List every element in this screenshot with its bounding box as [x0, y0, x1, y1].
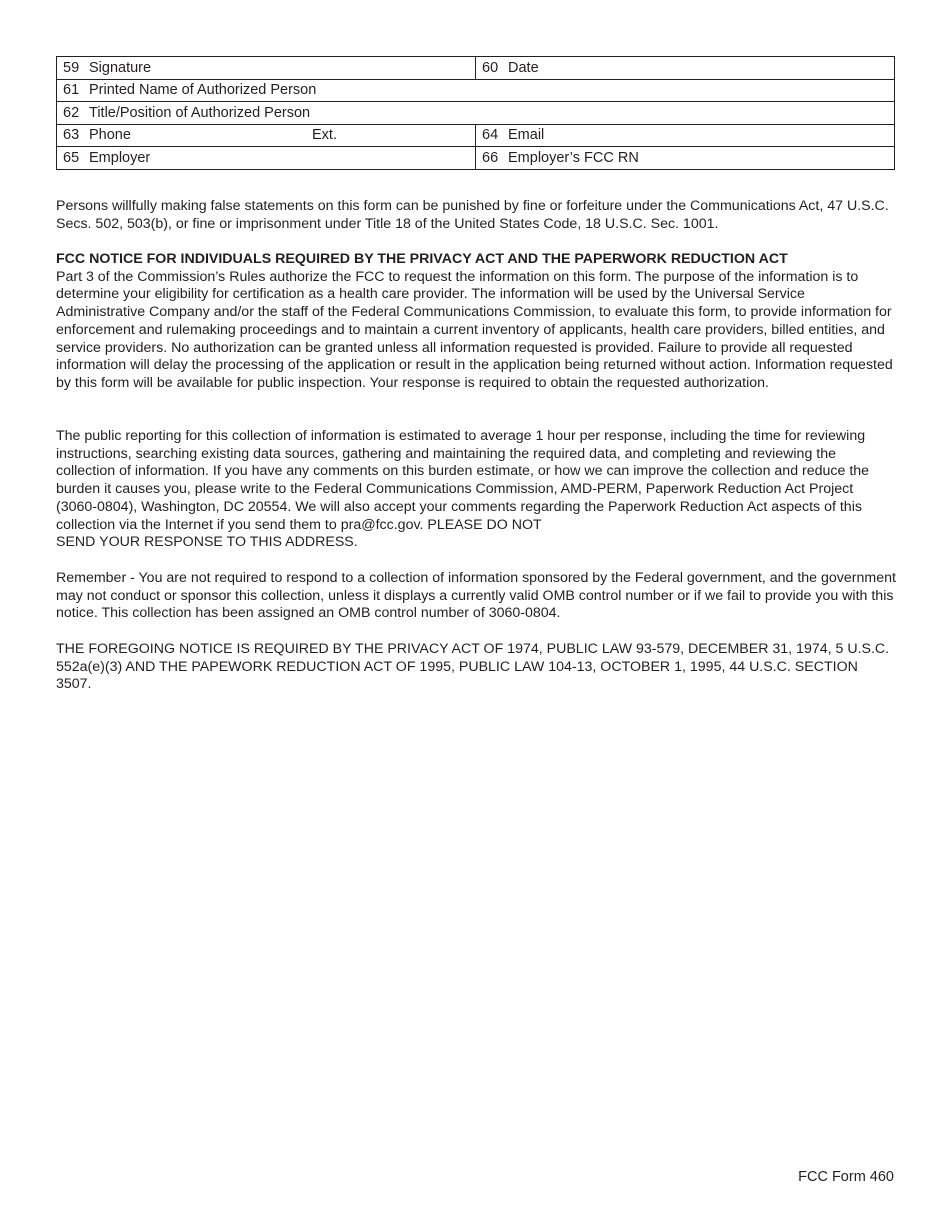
field-number: 66 [482, 149, 499, 166]
burden-estimate-notice [56, 428, 896, 552]
field-number: 64 [482, 127, 499, 144]
field-number: 65 [63, 149, 80, 166]
field-label: Printed Name of Authorized Person [89, 82, 317, 99]
field-label: Signature [89, 59, 152, 76]
form-row [57, 124, 895, 147]
field-number: 62 [63, 104, 80, 121]
field-number: 59 [63, 59, 80, 76]
false-statements-notice [56, 198, 896, 233]
employer-fcc-rn-field[interactable] [476, 147, 895, 170]
privacy-notice-heading: FCC NOTICE FOR INDIVIDUALS REQUIRED BY THE PRIVACY ACT AND THE PAPERWORK REDUCTION ACT [56, 251, 788, 267]
omb-remember-notice [56, 570, 896, 623]
privacy-act-notice [56, 251, 896, 393]
burden-notice-text: The public reporting for this collection of information is estimated to average 1 hour per response, including the time for reviewing instructions, searching existing data sources, gathering and maintaining the required data, and completing and reviewing the collection of information. If you have any comments on this burden estimate, or how we can improve the collection and reduce the burden it causes you, please write to the Federal Communications Commission, AMD-PERM, Paperwork Reduction Act Project (3060-0804), Washington, DC 20554. We will also accept your comments regarding the Paperwork Reduction Act aspects of this collection via the Internet if you send them to pra@fcc.gov. PLEASE DO NOT [56, 428, 870, 533]
field-label: Employer’s FCC RN [508, 149, 639, 166]
field-label: Date [508, 59, 539, 76]
email-field[interactable] [476, 124, 895, 147]
field-label: Phone [89, 127, 131, 144]
field-number: 63 [63, 127, 80, 144]
false-statements-text: Persons willfully making false statements on this form can be punished by fine or forfeiture under the Communications Act, 47 U.S.C. Secs. 502, 503(b), or fine or imprisonment under Title 18 of the United States Code, 18 U.S.C. Sec. 1001. [56, 198, 889, 232]
foregoing-legal-notice [56, 641, 896, 694]
title-position-field[interactable] [57, 102, 895, 125]
burden-notice-closing: SEND YOUR RESPONSE TO THIS ADDRESS. [56, 534, 358, 551]
form-row [57, 79, 895, 102]
signature-field[interactable] [57, 57, 476, 80]
privacy-notice-body: Part 3 of the Commission’s Rules authorize the FCC to request the information on this form. The purpose of the information is to determine your eligibility for certification as a health care provider. The information will be used by the Universal Service Administrative Company and/or the staff of the Federal Communications Commission, to evaluate this form, to provide information for enforcement and rulemaking proceedings and to maintain a current inventory of applicants, health care providers, billed entities, and service providers. No authorization can be granted unless all information requested is provided. Failure to provide all requested information will delay the processing of the application or result in the application being returned without action. Information requested by this form will be available for public inspection. Your response is required to obtain the requested authorization. [56, 268, 893, 391]
remember-notice-text: Remember - You are not required to respond to a collection of information sponsored by the Federal government, and the government may not conduct or sponsor this collection, unless it displays a currently valid OMB control number or if we fail to provide you with this notice. This collection has been assigned an OMB control number of 3060-0804. [56, 570, 896, 622]
field-label: Employer [89, 149, 151, 166]
phone-ext-label: Ext. [312, 127, 337, 144]
form-row [57, 102, 895, 125]
field-label: Title/Position of Authorized Person [89, 104, 311, 121]
form-footer: FCC Form 460 [798, 1169, 894, 1185]
date-field[interactable] [476, 57, 895, 80]
printed-name-field[interactable] [57, 79, 895, 102]
foregoing-notice-text: THE FOREGOING NOTICE IS REQUIRED BY THE PRIVACY ACT OF 1974, PUBLIC LAW 93-579, DECEMBER 31, 1974, 5 U.S.C. 552a(e)(3) AND THE PAPEWORK REDUCTION ACT OF 1995, PUBLIC LAW 104-13, OCTOBER 1, 1995, 44 U.S.C. SECTION 3507. [56, 641, 890, 693]
form-row [57, 147, 895, 170]
field-number: 61 [63, 82, 80, 99]
employer-field[interactable] [57, 147, 476, 170]
field-label: Email [508, 127, 545, 144]
certification-form-table [56, 56, 895, 170]
phone-field[interactable] [57, 124, 476, 147]
field-number: 60 [482, 59, 499, 76]
form-row [57, 57, 895, 80]
